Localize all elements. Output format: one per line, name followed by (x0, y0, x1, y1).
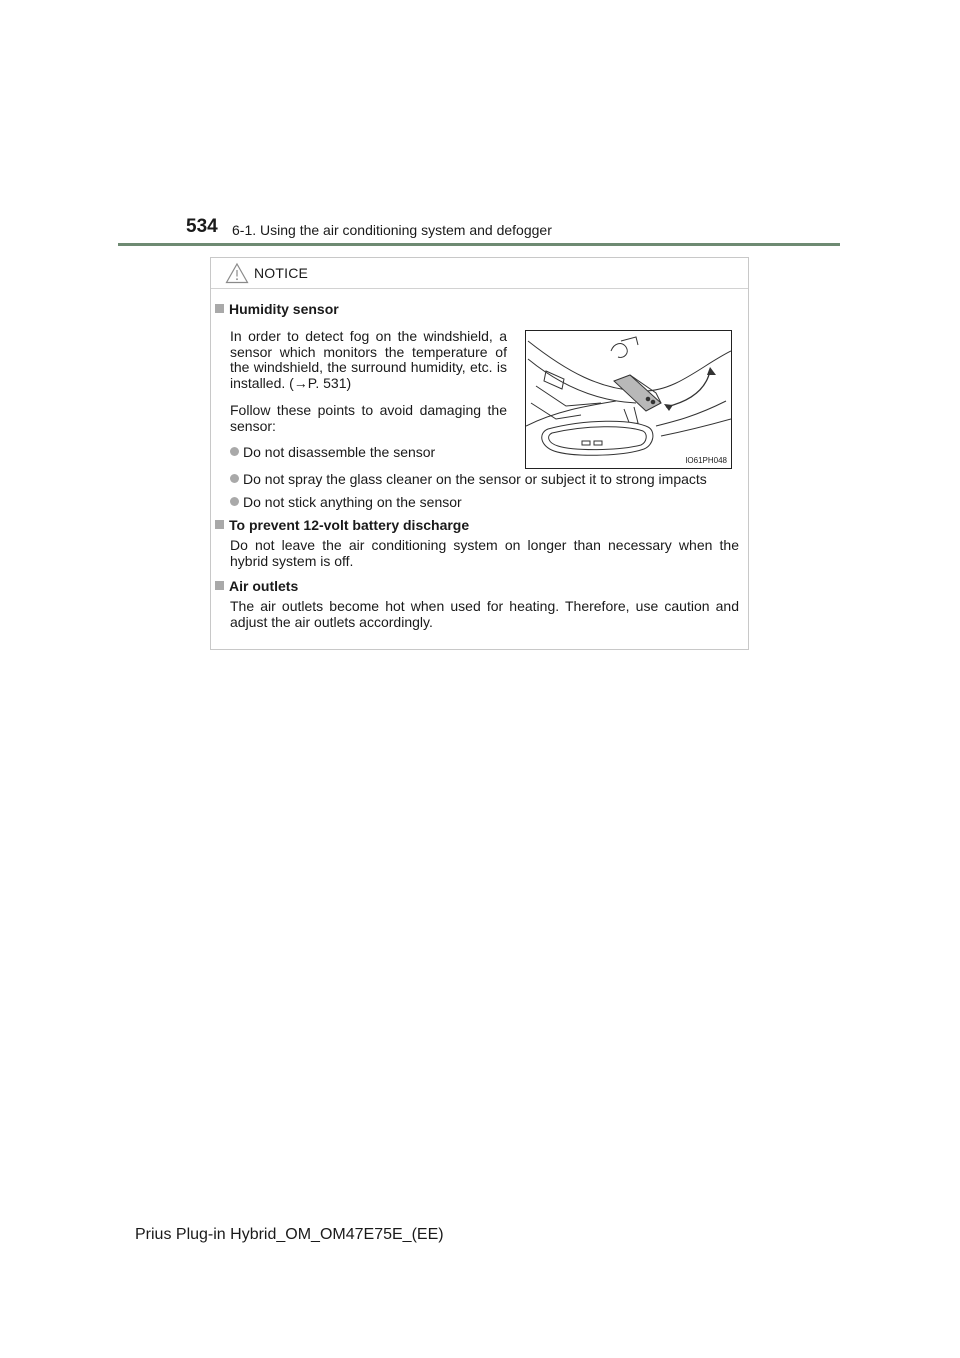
notice-box (210, 257, 749, 650)
square-bullet-icon (215, 520, 224, 529)
bullet-text: Do not disassemble the sensor (243, 444, 436, 460)
battery-body: Do not leave the air conditioning system on longer than necessary when the hybrid system is off. (230, 537, 739, 569)
figure-caption: IO61PH048 (685, 456, 727, 465)
humidity-follow: Follow these points to avoid damaging the sensor: (230, 402, 507, 434)
air-outlets-body: The air outlets become hot when used for heating. Therefore, use caution and adjust the air outlets accordingly. (230, 598, 739, 630)
section-heading-battery (215, 517, 469, 533)
square-bullet-icon (215, 304, 224, 313)
notice-header (211, 258, 748, 289)
section-title: 6-1. Using the air conditioning system and defogger (232, 222, 552, 238)
round-bullet-icon (230, 447, 239, 456)
section-heading-air-outlets (215, 578, 298, 594)
header-rule (118, 243, 840, 246)
bullet-item (230, 444, 435, 460)
rearview-mirror-sensor-drawing (526, 331, 731, 468)
square-bullet-icon (215, 581, 224, 590)
round-bullet-icon (230, 497, 239, 506)
warning-triangle-icon (225, 262, 249, 284)
bullet-item (230, 471, 707, 487)
humidity-intro: In order to detect fog on the windshield, a sensor which monitors the temperature of the windshield, the surround humidity, etc. is installed. (→P. 531) (230, 328, 507, 391)
bullet-item (230, 494, 462, 510)
notice-title: NOTICE (254, 265, 309, 281)
heading-text: Humidity sensor (229, 301, 339, 317)
round-bullet-icon (230, 474, 239, 483)
footer-document-id: Prius Plug-in Hybrid_OM_OM47E75E_(EE) (135, 1226, 444, 1243)
bullet-text: Do not spray the glass cleaner on the sensor or subject it to strong impacts (243, 471, 707, 487)
bullet-text: Do not stick anything on the sensor (243, 494, 462, 510)
heading-text: Air outlets (229, 578, 299, 594)
section-heading-humidity-sensor (215, 301, 339, 317)
page-number: 534 (186, 216, 218, 237)
heading-text: To prevent 12-volt battery discharge (229, 517, 470, 533)
sensor-illustration (525, 330, 732, 469)
